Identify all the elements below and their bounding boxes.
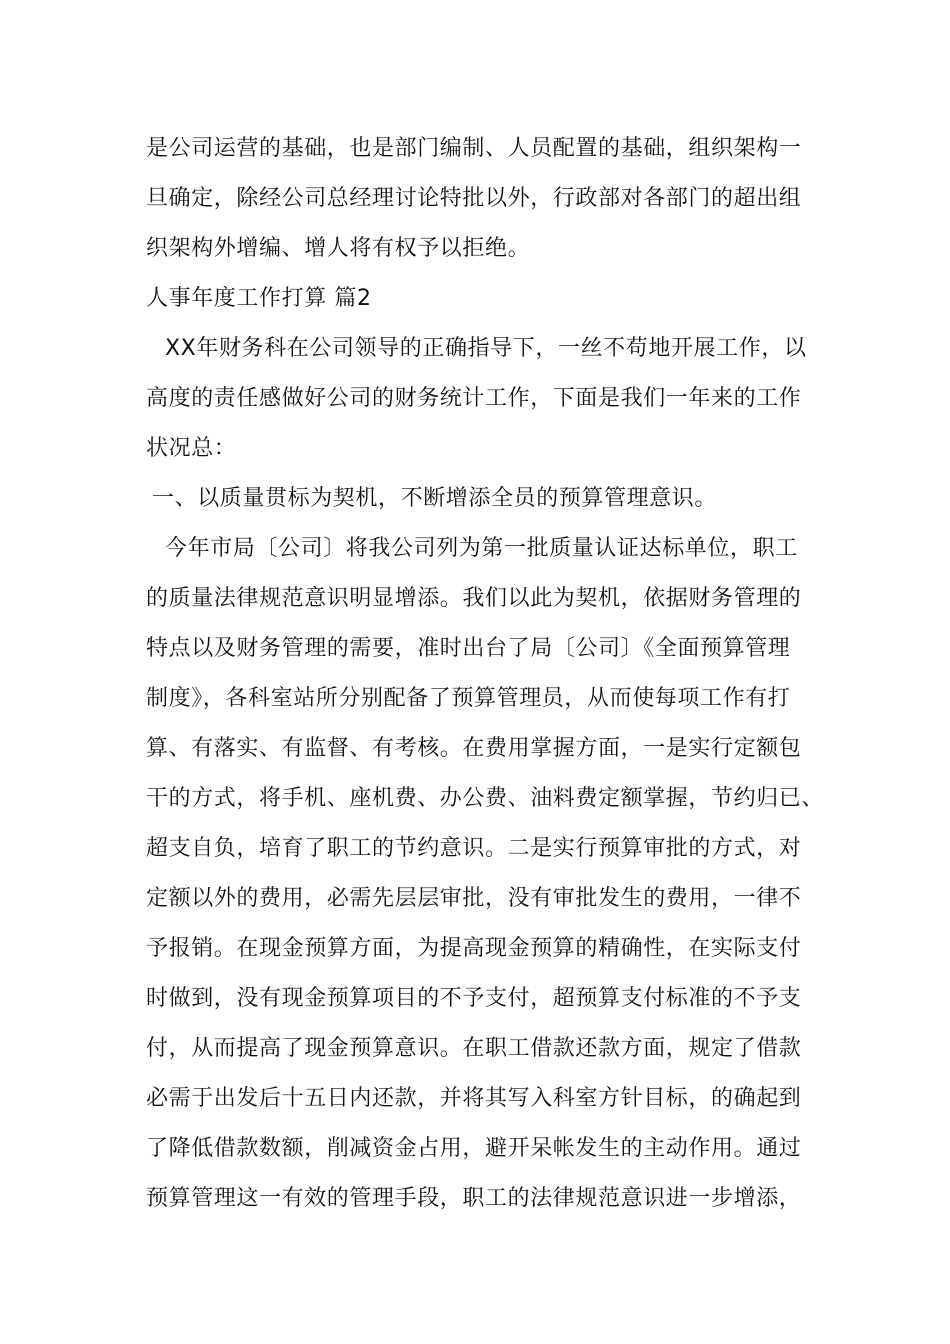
body-line: 付，从而提高了现金预算意识。在职工借款还款方面，规定了借款 (146, 1036, 802, 1061)
body-line: 干的方式，将手机、座机费、办公费、油料费定额掌握，节约归已、 (146, 786, 825, 811)
body-line: 予报销。在现金预算方面，为提高现金预算的精确性，在实际支付 (146, 936, 802, 961)
body-line: 织架构外增编、增人将有权予以拒绝。 (146, 236, 531, 261)
body-line: XX年财务科在公司领导的正确指导下，一丝不苟地开展工作，以 (165, 336, 807, 361)
body-line: 是公司运营的基础，也是部门编制、人员配置的基础，组织架构一 (146, 136, 802, 161)
body-line: 特点以及财务管理的需要，准时出台了局〔公司〕《全面预算管理 (146, 636, 791, 661)
body-line: 算、有落实、有监督、有考核。在费用掌握方面，一是实行定额包 (146, 736, 802, 761)
body-line: 的质量法律规范意识明显增添。我们以此为契机，依据财务管理的 (146, 586, 802, 611)
body-line: 超支自负，培育了职工的节约意识。二是实行预算审批的方式，对 (146, 836, 802, 861)
body-line: 预算管理这一有效的管理手段，职工的法律规范意识进一步增添， (146, 1186, 802, 1211)
body-line: 今年市局〔公司〕将我公司列为第一批质量认证达标单位，职工 (165, 536, 798, 561)
section-heading: 人事年度工作打算 篇2 (146, 286, 372, 311)
body-line: 状况总： (146, 436, 237, 461)
body-line: 定额以外的费用，必需先层层审批，没有审批发生的费用，一律不 (146, 886, 802, 911)
body-line: 旦确定，除经公司总经理讨论特批以外，行政部对各部门的超出组 (146, 186, 802, 211)
subsection-heading: 一、以质量贯标为契机，不断增添全员的预算管理意识。 (152, 486, 718, 511)
body-line: 了降低借款数额，削减资金占用，避开呆帐发生的主动作用。通过 (146, 1136, 802, 1161)
body-line: 高度的责任感做好公司的财务统计工作，下面是我们一年来的工作 (146, 386, 802, 411)
body-line: 时做到，没有现金预算项目的不予支付，超预算支付标准的不予支 (146, 986, 802, 1011)
body-line: 必需于出发后十五日内还款，并将其写入科室方针目标，的确起到 (146, 1086, 802, 1111)
body-line: 制度》，各科室站所分别配备了预算管理员，从而使每项工作有打 (146, 686, 791, 711)
